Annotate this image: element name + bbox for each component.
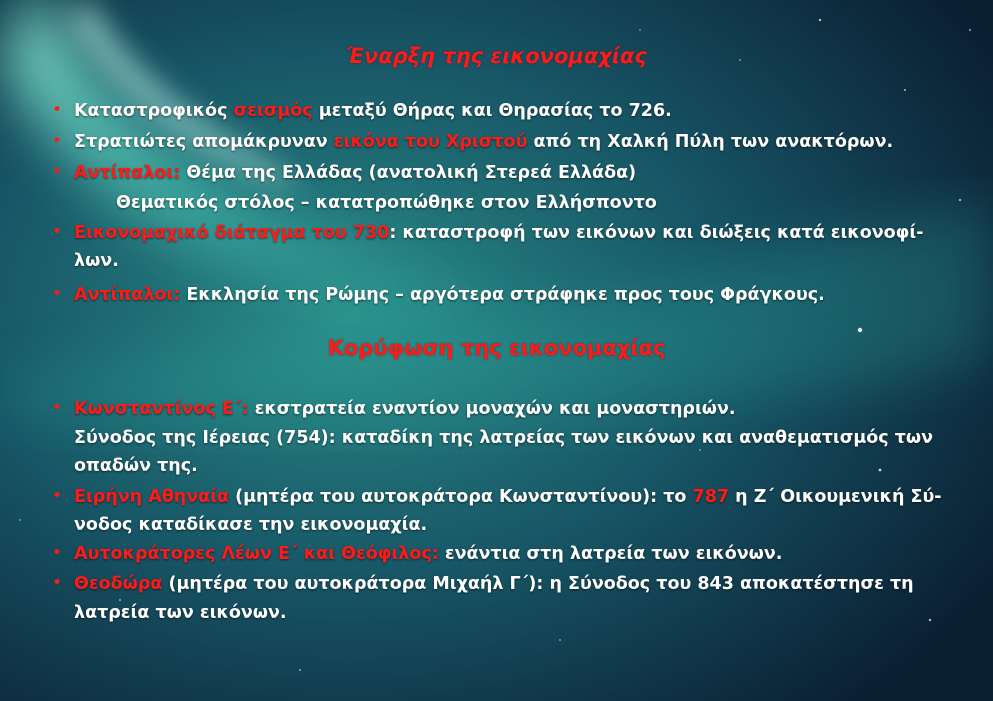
section1-item-3: Αντίπαλοι: Θέμα της Ελλάδας (ανατολική Στερεά Ελλάδα) [74, 163, 637, 183]
bullet-marker: • [52, 398, 63, 418]
bullet-marker: • [52, 573, 63, 593]
section2-title: Κορύφωση της εικονομαχίας [327, 336, 666, 360]
section1-item-1: Καταστροφικός σεισμός μεταξύ Θήρας και Θηρασίας το 726. [74, 101, 672, 121]
section1-item-3-continuation: Θεματικός στόλος – κατατροπώθηκε στον Ελλήσποντο [116, 193, 657, 213]
section1-item-5: Αντίπαλοι: Εκκλησία της Ρώμης – αργότερα στράφηκε προς τους Φράγκους. [74, 285, 825, 305]
bullet-marker: • [52, 100, 63, 120]
bullet-marker: • [52, 162, 63, 182]
section2-item-1-continuation: οπαδών της. [74, 456, 198, 476]
bullet-marker: • [52, 284, 63, 304]
section2-item-1-synod: Σύνοδος της Ιέρειας (754): καταδίκη της λατρείας των εικόνων και αναθεματισμός των [74, 428, 933, 448]
section1-item-2: Στρατιώτες απομάκρυναν εικόνα του Χριστού από τη Χαλκή Πύλη των ανακτόρων. [74, 132, 894, 152]
section2-item-4-continuation: λατρεία των εικόνων. [74, 603, 287, 623]
section2-item-4: Θεοδώρα (μητέρα του αυτοκράτορα Μιχαήλ Γ΄): η Σύνοδος του 843 αποκατέστησε τη [74, 574, 914, 594]
section1-item-4: Εικονομαχικό διάταγμα του 730: καταστροφή των εικόνων και διώξεις κατά εικονοφί- [74, 223, 924, 243]
section2-item-2-continuation: νοδος καταδίκασε την εικονομαχία. [74, 515, 428, 535]
section1-title: Έναρξη της εικονομαχίας [346, 44, 647, 68]
section2-item-1: Κωνσταντίνος Ε΄: εκστρατεία εναντίον μοναχών και μοναστηριών. [74, 399, 736, 419]
section1-item-4-continuation: λων. [74, 251, 119, 271]
bullet-marker: • [52, 131, 63, 151]
bullet-marker: • [52, 486, 63, 506]
section2-item-2: Ειρήνη Αθηναία (μητέρα του αυτοκράτορα Κωνσταντίνου): το 787 η Ζ΄ Οικουμενική Σύ- [74, 487, 942, 507]
section2-item-3: Αυτοκράτορες Λέων Ε΄ και Θεόφιλος: ενάντια στη λατρεία των εικόνων. [74, 544, 783, 564]
bullet-marker: • [52, 222, 63, 242]
bullet-marker: • [52, 543, 63, 563]
